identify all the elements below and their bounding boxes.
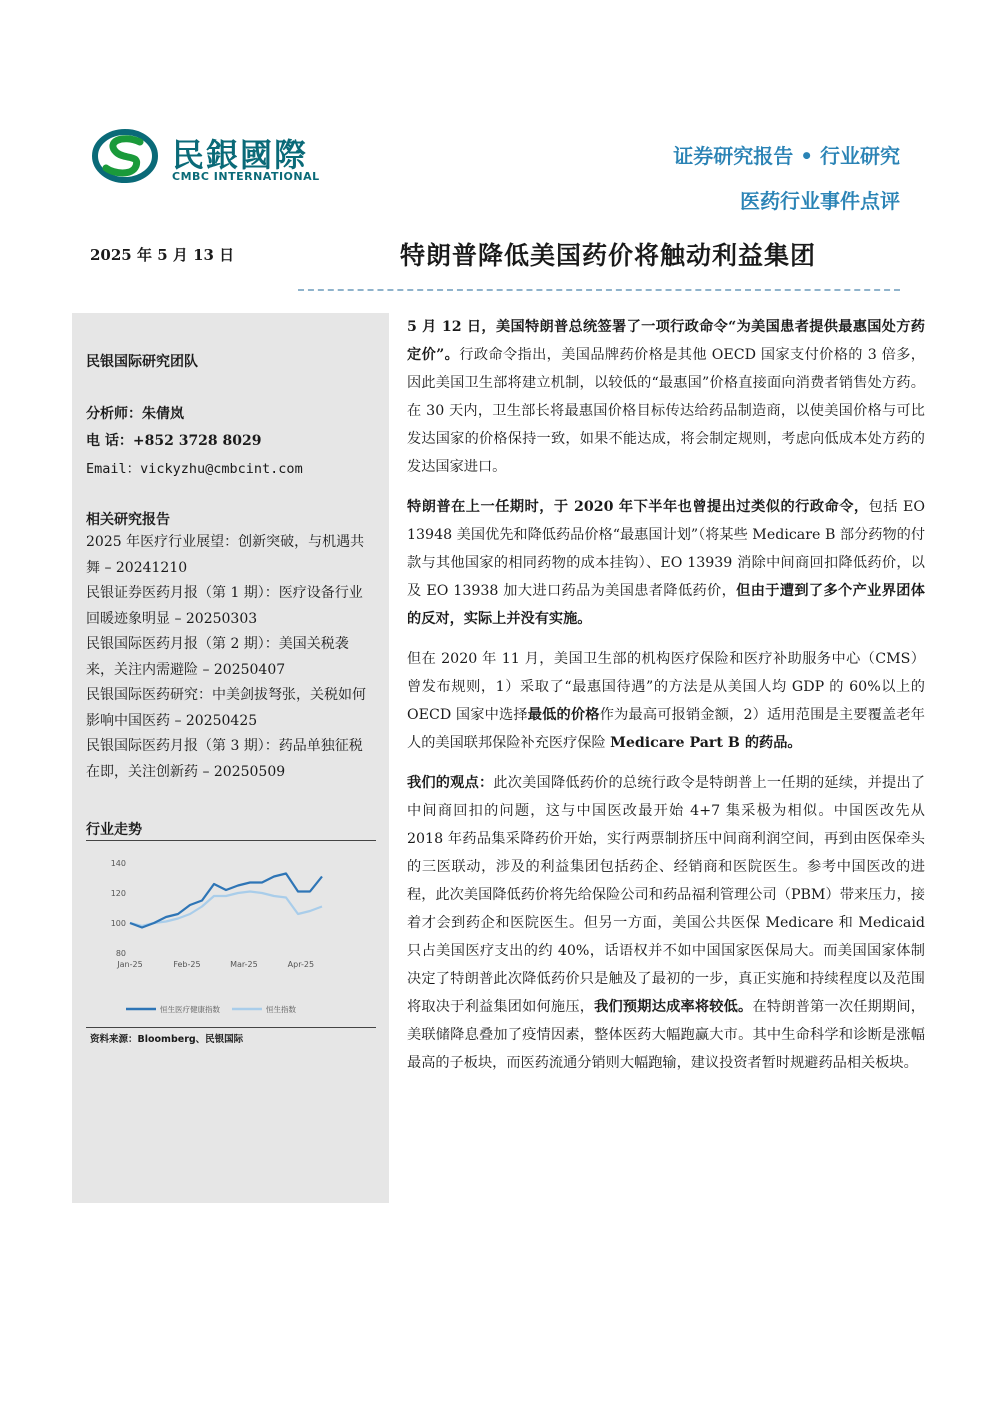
related-reports-list (86, 530, 376, 785)
related-report-item[interactable]: 民银证券医药月报（第 1 期）：医疗设备行业回暖迹象明显 – 20250303 (86, 585, 363, 627)
paragraph-1 (407, 313, 925, 481)
related-report-item[interactable]: 民银国际医药月报（第 2 期）：美国关税袭来，关注内需避险 – 20250407 (86, 636, 349, 678)
p4-text-2: 在特朗普第一次任期期间，美联储降息叠加了疫情因素，整体医药大幅跑赢大市。其中生命科学和诊断是涨幅最高的子板块，而医药流通分销则大幅跑输，建议投资者暂时规避药品相关板块。 (407, 999, 925, 1071)
series-line (130, 874, 322, 928)
company-logo (92, 128, 352, 188)
industry-trend-chart (86, 841, 376, 1026)
p4-text: 此次美国降低药价的总统行政令是特朗普上一任期的延续，并提出了中间商回扣的问题，这与中国医改最开始 4+7 集采极为相似。中国医改先从 2018 年药品集采降药价开始，实行两票制挤压中间商利润空间，再到由医保牵头的三医联动，涉及的利益集团包括药企、经销商和医院医生。参考中国医改的进程，此次美国降低药价将先给保险公司和药品福利管理公司（PBM）带来压力，接着才会到药企和医院医生。但另一方面，美国公共医保 Medicare 和 Medicaid 只占美国医疗支出的约 40%，话语权并不如中国国家医保局大。而美国国家体制决定了特朗普此次降低药价只是触及了最初的一步，真正实施和持续程度以及范围将取决于利益集团如何施压， (407, 775, 925, 1015)
report-subtype: 医药行业事件点评 (740, 189, 900, 213)
logo-english-name: CMBC INTERNATIONAL (172, 170, 320, 183)
x-tick-label: Feb-25 (173, 960, 201, 969)
related-report-item[interactable]: 2025 年医疗行业展望：创新突破，与机遇共舞 – 20241210 (86, 534, 365, 576)
report-date: 2025 年 5 月 13 日 (90, 246, 235, 264)
analyst-email[interactable]: Email：vickyzhu@cmbcint.com (86, 461, 303, 477)
report-type: 证券研究报告 • 行业研究 (673, 144, 900, 168)
related-reports-title: 相关研究报告 (86, 512, 170, 528)
legend-label: 恒生医疗健康指数 (160, 1005, 220, 1014)
sidebar (72, 313, 389, 1203)
related-report-item[interactable]: 民银国际医药月报（第 3 期）：药品单独征税在即，关注创新药 – 20250509 (86, 738, 363, 780)
title-divider (298, 289, 900, 291)
chart-bottom-divider (86, 1027, 376, 1028)
analyst-phone: 电 话：+852 3728 8029 (86, 433, 262, 449)
x-tick-label: Mar-25 (230, 960, 258, 969)
p3-text-2: 作为最高可报销金额，2）适用范围是主要覆盖老年人的美国联邦保险补充医疗保险 (407, 707, 925, 751)
legend-label: 恒生指数 (266, 1005, 296, 1014)
paragraph-4 (407, 769, 925, 1077)
p4-lead: 我们的观点： (407, 775, 494, 791)
analyst-name: 分析师：朱倩岚 (86, 406, 184, 422)
p2-lead: 特朗普在上一任期时，于 2020 年下半年也曾提出过类似的行政命令， (407, 499, 869, 515)
y-tick-label: 80 (115, 949, 126, 958)
y-tick-label: 140 (110, 859, 126, 868)
paragraph-3 (407, 645, 925, 757)
article-body (407, 313, 925, 1089)
p4-emphasis: 我们预期达成率将较低。 (594, 999, 753, 1015)
chart-svg (86, 841, 376, 1026)
p3-text: 但在 2020 年 11 月，美国卫生部的机构医疗保险和医疗补助服务中心（CMS）曾发布规则，1）采取了“最惠国待遇”的方法是从美国人均 GDP 的 60%以上的 OECD 国家中选择 (407, 651, 925, 723)
p2-text: 包括 EO 13948 美国优先和降低药品价格“最惠国计划”（将某些 Medicare B 部分药物的付款与其他国家的相同药物的成本挂钩）、EO 13939 消除中间商回扣降低药价，以及 EO 13938 加大进口药品为美国患者降低药价， (407, 499, 926, 599)
y-tick-label: 120 (110, 889, 126, 898)
p2-emphasis: 但由于遭到了多个产业界团体的反对，实际上并没有实施。 (407, 583, 925, 627)
p1-text: 行政命令指出，美国品牌药价格是其他 OECD 国家支付价格的 3 倍多，因此美国卫生部将建立机制，以较低的“最惠国”价格直接面向消费者销售处方药。在 30 天内，卫生部长将最惠国价格目标传达给药品制造商，以使美国价格与可比发达国家的价格保持一致，如果不能达成，将会制定规则，考虑向低成本处方药的发达国家进口。 (407, 347, 925, 475)
p3-emphasis-2: Medicare Part B 的药品。 (610, 735, 802, 751)
x-tick-label: Jan-25 (117, 960, 143, 969)
research-team: 民银国际研究团队 (86, 354, 198, 370)
related-report-item[interactable]: 民银国际医药研究：中美剑拔弩张，关税如何影响中国医药 – 20250425 (86, 687, 366, 729)
logo-chinese-name: 民銀國際 (172, 136, 309, 174)
logo-emblem-icon (92, 128, 166, 184)
x-tick-label: Apr-25 (287, 960, 315, 969)
p3-emphasis: 最低的价格 (527, 707, 600, 723)
data-source: 资料来源：Bloomberg、民银国际 (90, 1034, 244, 1045)
p1-lead: 5 月 12 日，美国特朗普总统签署了一项行政命令“为美国患者提供最惠国处方药定价”。 (407, 319, 925, 363)
trend-title: 行业走势 (86, 822, 142, 838)
y-tick-label: 100 (110, 919, 126, 928)
report-title: 特朗普降低美国药价将触动利益集团 (400, 241, 817, 270)
paragraph-2 (407, 493, 925, 633)
